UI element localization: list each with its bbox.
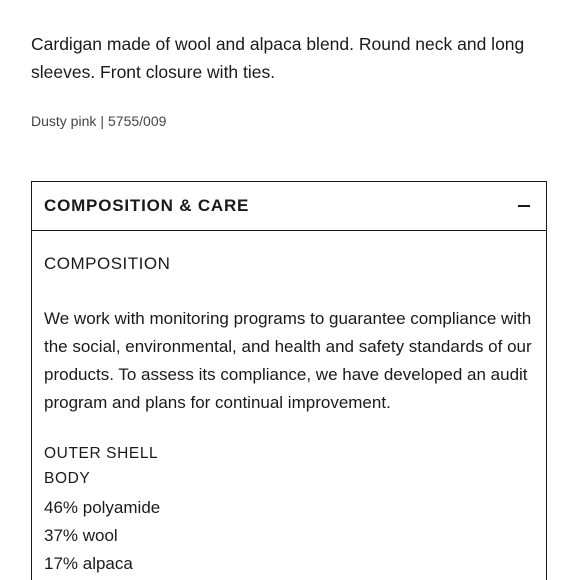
- body-label: BODY: [44, 470, 91, 487]
- material-item: 46% polyamide: [44, 498, 161, 517]
- minus-icon[interactable]: [518, 199, 532, 213]
- product-color-reference: [31, 111, 166, 131]
- composition-heading: COMPOSITION: [44, 254, 171, 273]
- compliance-text: We work with monitoring programs to guarantee compliance with the social, environmental, and health and safety standards of our products. To assess its compliance, we have developed an audit program and plans for continual improvement.: [44, 309, 532, 412]
- accordion-header[interactable]: [32, 182, 546, 231]
- product-description: Cardigan made of wool and alpaca blend. Round neck and long sleeves. Front closure with ties.: [31, 34, 525, 82]
- meta-separator: |: [100, 113, 104, 129]
- accordion-body: [32, 253, 546, 578]
- accordion-title: COMPOSITION & CARE: [44, 196, 250, 215]
- materials-list: [44, 494, 534, 578]
- color-name: Dusty pink: [31, 113, 97, 129]
- material-item: 37% wool: [44, 526, 118, 545]
- product-reference: 5755/009: [108, 113, 167, 129]
- material-item: 17% alpaca: [44, 554, 133, 573]
- composition-care-accordion: [31, 181, 547, 580]
- outer-shell-label: OUTER SHELL: [44, 445, 159, 462]
